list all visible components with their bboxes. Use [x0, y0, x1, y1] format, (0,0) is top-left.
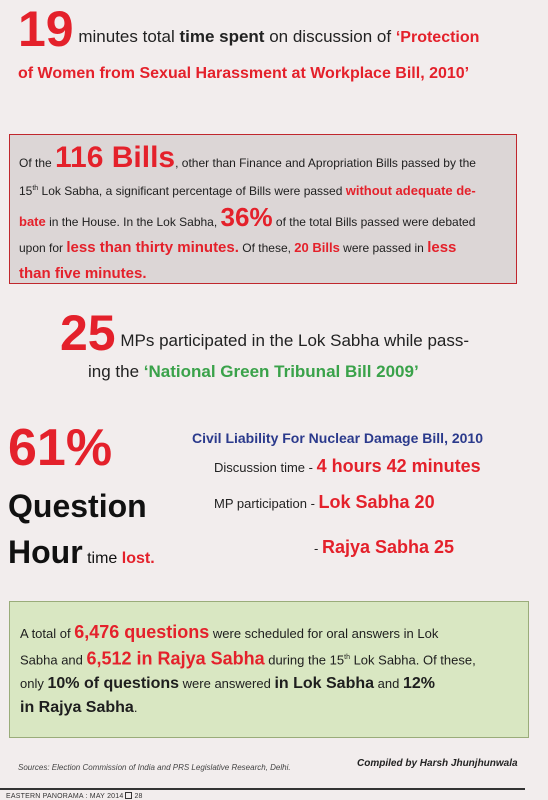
bill-name: ‘Protection — [395, 29, 480, 46]
highlight: without adequate de- — [345, 183, 476, 198]
superscript: th — [344, 654, 350, 661]
row-label: Discussion time - — [214, 460, 317, 475]
highlight: less than thirty minutes. — [66, 239, 239, 256]
text: in the House. In the Lok Sabha, — [45, 215, 221, 229]
compiled-by: Compiled by Harsh Jhunjhunwala — [357, 758, 518, 769]
highlight: less — [427, 239, 457, 256]
stat-number-19: 19 — [18, 1, 74, 57]
mp-participation-row — [214, 492, 435, 513]
stat-text: ing the — [88, 362, 144, 381]
bill-name: ‘National Green Tribunal Bill 2009’ — [143, 362, 419, 381]
stat-6476-questions: 6,476 questions — [74, 622, 210, 642]
row-label: MP participation - — [214, 496, 319, 511]
text: during the 15 — [264, 652, 345, 668]
discussion-time-row — [214, 456, 481, 477]
hour-label — [8, 532, 155, 579]
stat-116-bills: 116 Bills — [55, 141, 176, 174]
stat-text: MPs participated in the Lok Sabha while pass- — [115, 331, 470, 350]
row-value: 4 hours 42 minutes — [316, 456, 481, 476]
row-value: Lok Sabha 20 — [318, 492, 435, 512]
text: upon for — [19, 241, 67, 255]
text: were answered — [179, 676, 275, 692]
text: were scheduled for oral answers in Lok — [209, 626, 439, 641]
text: , other than Finance and Apropriation Bills passed by the — [175, 156, 476, 170]
text: Of these, — [238, 241, 295, 255]
magazine-name: EASTERN PANORAMA : MAY 2014 — [6, 793, 124, 800]
stat-36-percent: 36% — [220, 202, 273, 232]
stat-25-mps — [60, 305, 530, 386]
highlight: bate — [19, 214, 46, 229]
text: Sabha and — [20, 652, 87, 668]
text: A total of — [20, 626, 75, 641]
lost-word: lost. — [121, 550, 155, 567]
questions-info-box — [9, 601, 529, 738]
page-number: 28 — [134, 793, 143, 800]
sources-note: Sources: Election Commission of India and PRS Legislative Research, Delhi. — [18, 763, 291, 772]
highlight: 20 Bills — [294, 240, 340, 255]
time-word: time — [82, 550, 122, 567]
footer-rule — [0, 788, 525, 790]
page-footer — [6, 792, 143, 800]
row-value: Rajya Sabha 25 — [321, 537, 455, 557]
question-label: Question — [8, 488, 147, 524]
highlight: 10% of questions — [47, 675, 180, 693]
text: . — [133, 700, 138, 716]
highlight: 12% — [402, 675, 435, 693]
highlight: in Rajya Sabha — [20, 699, 134, 717]
text: and — [374, 676, 403, 692]
stat-number-25: 25 — [60, 305, 116, 361]
row-label: - — [314, 541, 322, 556]
stat-text-bold: time spent — [179, 27, 265, 46]
square-icon — [125, 792, 132, 799]
text: Lok Sabha, a significant percentage of Bills were passed — [38, 184, 346, 198]
stat-19-minutes — [18, 1, 543, 83]
text: were passed in — [339, 241, 428, 255]
text: of the total Bills passed were debated — [272, 215, 476, 229]
stat-text: minutes total — [73, 27, 180, 46]
highlight: in Lok Sabha — [274, 675, 375, 693]
bill-name-line2: of Women from Sexual Harassment at Workplace Bill, 2010’ — [18, 65, 470, 82]
bills-info-box — [9, 134, 517, 284]
text: Of the — [19, 156, 56, 170]
text: Lok Sabha. Of these, — [349, 652, 476, 668]
text: 15 — [19, 184, 33, 198]
civil-liability-title: Civil Liability For Nuclear Damage Bill, 2010 — [192, 430, 483, 446]
highlight: than five minutes. — [19, 265, 147, 282]
superscript: th — [32, 185, 39, 192]
stat-text: on discussion of — [264, 27, 396, 46]
rajya-sabha-row — [314, 537, 454, 558]
text: only — [20, 676, 48, 692]
hour-word: Hour — [8, 534, 83, 570]
stat-61-percent: 61% — [8, 419, 113, 477]
stat-6512-rajya: 6,512 in Rajya Sabha — [86, 648, 265, 669]
